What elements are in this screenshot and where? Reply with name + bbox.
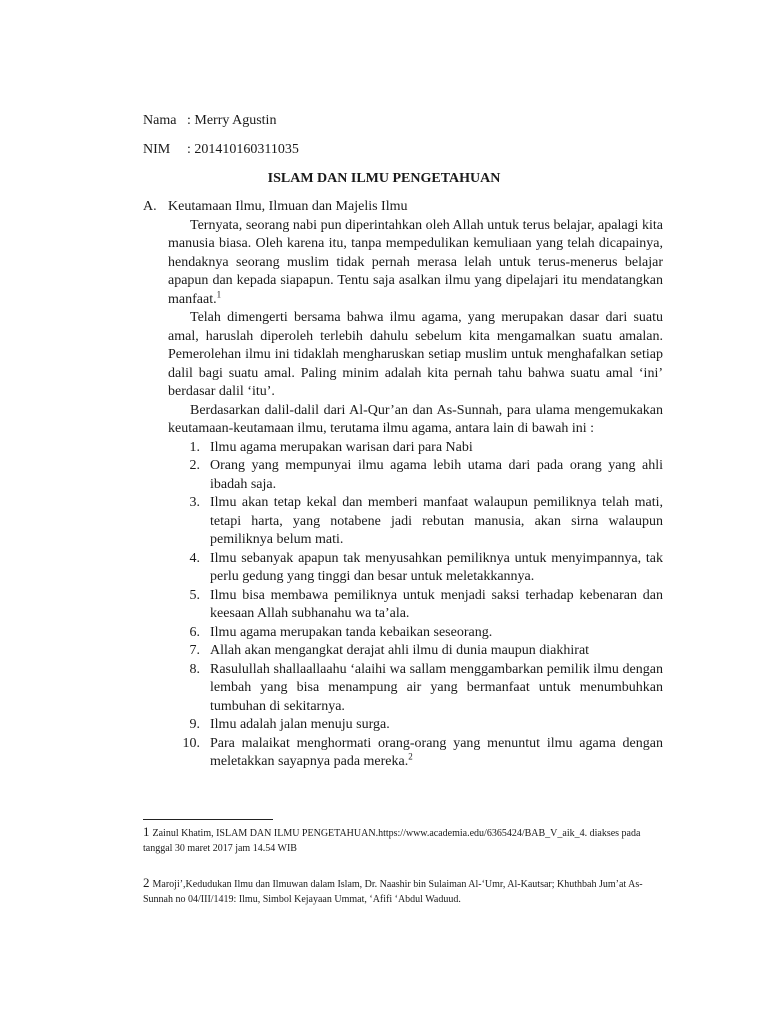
section-letter: A.: [143, 199, 157, 214]
footnote-1: [143, 824, 663, 856]
section-a: [143, 198, 663, 772]
footnote-separator: [143, 819, 273, 820]
section-heading-text: Keutamaan Ilmu, Ilmuan dan Majelis Ilmu: [168, 199, 408, 214]
footnote-ref: 1: [216, 288, 222, 299]
footnote-text: Marojiʼ,Kedudukan Ilmu dan Ilmuwan dalam Islam, Dr. Naashir bin Sulaiman Al-‘Umr, Al-Kautsar; Khuthbah Jum’at As-Sunnah no 04/III/1419: Ilmu, Simbol Kejayaan Ummat, ‘Afifi ‘Abdul Waduud.: [143, 879, 643, 905]
section-heading: [143, 198, 663, 217]
benefits-list: [168, 439, 663, 772]
list-item: 6. Ilmu agama merupakan tanda kebaikan seseorang.: [189, 624, 493, 640]
list-item: 7. Allah akan mengangkat derajat ahli ilmu di dunia maupun diakhirat: [189, 643, 590, 658]
list-item: 5. Ilmu bisa membawa pemiliknya untuk menjadi saksi terhadap kebenaran dan keesaan Allah subhanahu wa ta’ala.: [189, 587, 663, 621]
list-item: 8. Rasulullah shallaallaahu ‘alaihi wa sallam menggambarkan pemilik ilmu dengan lembah yang bisa menampung air yang bermanfaat untuk menumbuhkan tumbuhan di sekitarnya.: [189, 661, 663, 714]
footnote-ref: 2: [408, 751, 413, 762]
footnote-text: Zainul Khatim, ISLAM DAN ILMU PENGETAHUAN.https://www.academia.edu/6365424/BAB_V_aik_4. diakses pada tanggal 30 maret 2017 jam 14.54 WIB: [143, 828, 641, 854]
list-item: 1. Ilmu agama merupakan warisan dari para Nabi: [189, 439, 473, 455]
footnote-2: [143, 875, 663, 907]
document-title: ISLAM DAN ILMU PENGETAHUAN: [267, 171, 501, 186]
list-item: 4. Ilmu sebanyak apapun tak menyusahkan pemiliknya untuk menyimpannya, tak perlu gedung yang tinggi dan besar untuk meletakkannya.: [189, 550, 663, 584]
nim-label: NIM: [143, 142, 171, 157]
section-body: [168, 217, 663, 772]
footnote-number: 2: [143, 875, 150, 890]
list-item: 10. Para malaikat menghormati orang-orang yang menuntut ilmu agama dengan meletakkan sayapnya pada mereka.$^2$: [182, 735, 663, 769]
list-item: 9. Ilmu adalah jalan menuju surga.: [189, 717, 390, 732]
paragraph: Ternyata, seorang nabi pun diperintahkan oleh Allah untuk terus belajar, apalagi kita manusia biasa. Oleh karena itu, tanpa mempedulikan kemuliaan yang telah dicapainya, hendaknya seorang muslim tidak pernah merasa lelah untuk terus-menerus belajar apapun dan kepada siapapun. Tentu saja asalkan ilmu yang dipelajari itu mendatangkan manfaat.$^1$: [168, 217, 663, 307]
list-item: 3. Ilmu akan tetap kekal dan memberi manfaat walaupun pemiliknya telah mati, tetapi harta, yang notabene jadi rebutan manusia, akan sirna walaupun pemiliknya belum mati.: [189, 495, 663, 547]
name-label: Nama: [143, 113, 177, 128]
list-item: 2. Orang yang mempunyai ilmu agama lebih utama dari pada orang yang ahli ibadah saja.: [189, 458, 663, 492]
nim-value: : 201410160311035: [187, 142, 299, 157]
name-value: : Merry Agustin: [187, 113, 277, 128]
student-name-line: [143, 112, 276, 130]
student-nim-line: [143, 141, 299, 159]
paragraph: Berdasarkan dalil-dalil dari Al-Qur’an dan As-Sunnah, para ulama mengemukakan keutamaan-keutamaan ilmu, terutama ilmu agama, antara lain di bawah ini :: [168, 402, 663, 436]
footnote-number: 1: [143, 824, 150, 839]
paragraph: Telah dimengerti bersama bahwa ilmu agama, yang merupakan dasar dari suatu amal, haruslah diperoleh terlebih dahulu sebelum kita mengamalkan suatu amalan. Pemerolehan ilmu ini tidaklah mengharuskan setiap muslim untuk menghafalkan setiap dalil bagi suatu amal. Paling minim adalah kita pernah tahu bahwa suatu amal ‘ini’ berdasar dalil ‘itu’.: [168, 310, 663, 399]
